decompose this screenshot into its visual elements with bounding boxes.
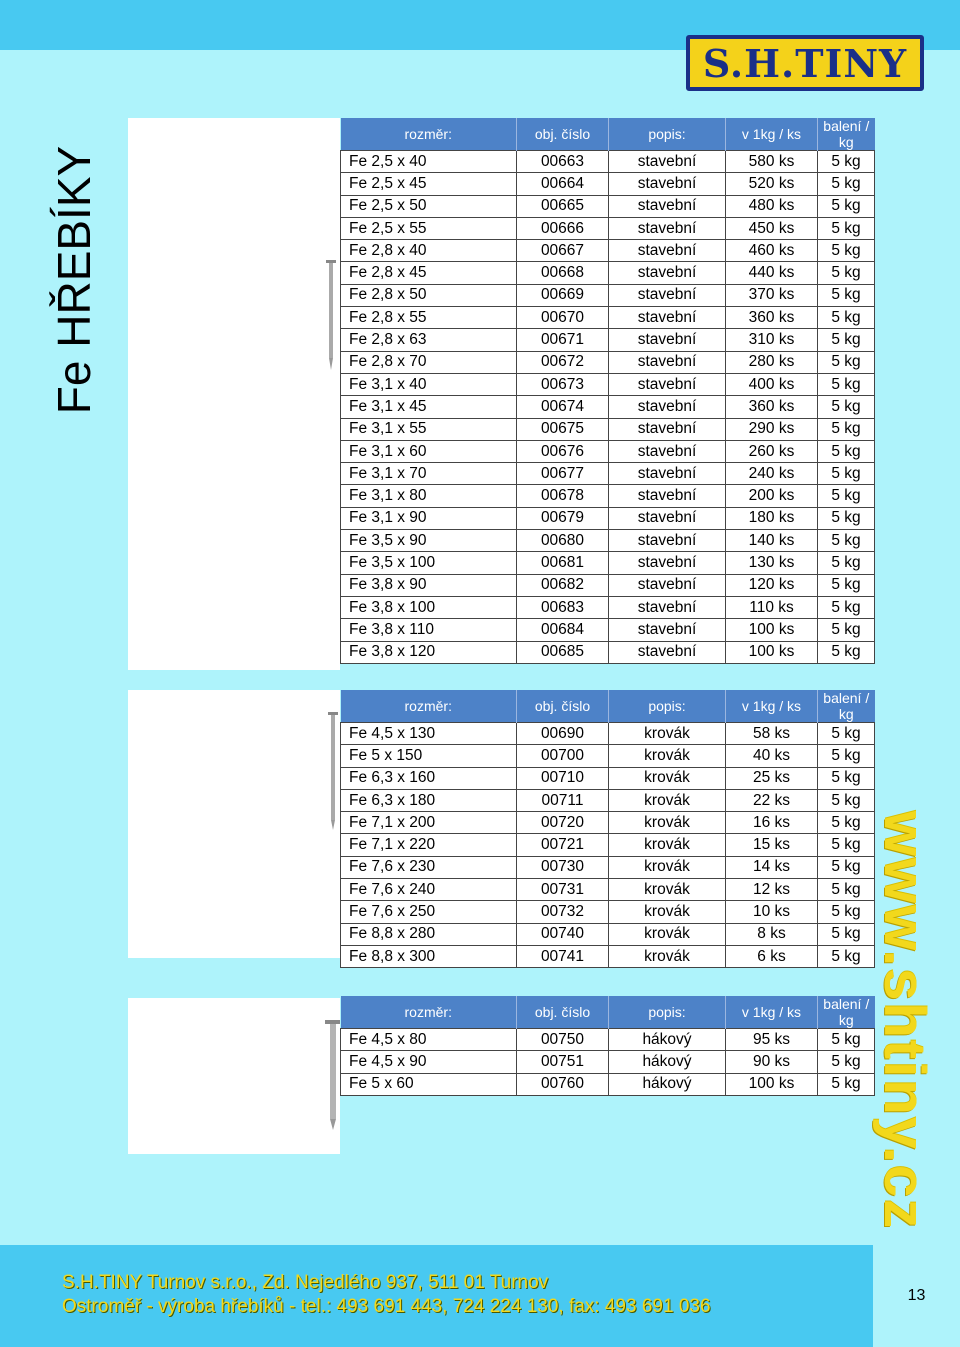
cell-description: stavební [609, 307, 726, 329]
col-header-pieces-per-kg: v 1kg / ks [726, 996, 818, 1029]
col-header-size: rozměr: [341, 690, 517, 723]
cell-order-number: 00680 [517, 530, 609, 552]
table-row [341, 284, 875, 306]
cell-pieces-per-kg: 100 ks [726, 619, 818, 641]
cell-order-number: 00664 [517, 173, 609, 195]
col-header-description: popis: [609, 690, 726, 723]
cell-description: stavební [609, 284, 726, 306]
cell-pieces-per-kg: 6 ks [726, 945, 818, 967]
cell-size: Fe 6,3 x 180 [341, 789, 517, 811]
col-header-size: rozměr: [341, 996, 517, 1029]
cell-size: Fe 4,5 x 80 [341, 1029, 517, 1051]
cell-order-number: 00676 [517, 440, 609, 462]
cell-pieces-per-kg: 480 ks [726, 195, 818, 217]
cell-size: Fe 7,6 x 230 [341, 856, 517, 878]
cell-package: 5 kg [818, 307, 875, 329]
cell-size: Fe 2,5 x 45 [341, 173, 517, 195]
nail-icon [128, 690, 340, 958]
table-row [341, 485, 875, 507]
cell-pieces-per-kg: 120 ks [726, 574, 818, 596]
cell-pieces-per-kg: 8 ks [726, 923, 818, 945]
table-row [341, 767, 875, 789]
cell-description: stavební [609, 151, 726, 173]
footer-address: S.H.TINY Turnov s.r.o., Zd. Nejedlého 937, 511 01 Turnov [62, 1272, 549, 1293]
cell-package: 5 kg [818, 284, 875, 306]
cell-pieces-per-kg: 360 ks [726, 396, 818, 418]
table-row [341, 923, 875, 945]
col-header-order-number: obj. číslo [517, 690, 609, 723]
cell-description: krovák [609, 834, 726, 856]
page-number: 13 [907, 1287, 926, 1304]
cell-order-number: 00684 [517, 619, 609, 641]
cell-package: 5 kg [818, 151, 875, 173]
cell-pieces-per-kg: 14 ks [726, 856, 818, 878]
cell-pieces-per-kg: 10 ks [726, 901, 818, 923]
cell-pieces-per-kg: 200 ks [726, 485, 818, 507]
cell-description: stavební [609, 463, 726, 485]
cell-package: 5 kg [818, 396, 875, 418]
cell-order-number: 00674 [517, 396, 609, 418]
cell-pieces-per-kg: 130 ks [726, 552, 818, 574]
cell-order-number: 00671 [517, 329, 609, 351]
cell-pieces-per-kg: 22 ks [726, 789, 818, 811]
cell-order-number: 00681 [517, 552, 609, 574]
cell-size: Fe 3,1 x 90 [341, 507, 517, 529]
cell-order-number: 00675 [517, 418, 609, 440]
cell-package: 5 kg [818, 173, 875, 195]
page-title-text: Fe HŘEBÍKY [48, 145, 101, 415]
table-header-row [341, 690, 875, 723]
cell-description: krovák [609, 812, 726, 834]
cell-order-number: 00682 [517, 574, 609, 596]
nail-icon [128, 118, 340, 670]
cell-package: 5 kg [818, 530, 875, 552]
cell-package: 5 kg [818, 923, 875, 945]
table-row [341, 619, 875, 641]
cell-description: krovák [609, 923, 726, 945]
cell-description: stavební [609, 530, 726, 552]
table-body [341, 151, 875, 664]
table-row [341, 396, 875, 418]
col-header-pieces-per-kg: v 1kg / ks [726, 118, 818, 151]
cell-description: stavební [609, 217, 726, 239]
cell-size: Fe 2,5 x 40 [341, 151, 517, 173]
table-row [341, 723, 875, 745]
cell-pieces-per-kg: 40 ks [726, 745, 818, 767]
cell-pieces-per-kg: 440 ks [726, 262, 818, 284]
cell-size: Fe 2,8 x 63 [341, 329, 517, 351]
table-row [341, 240, 875, 262]
table-row [341, 552, 875, 574]
cell-package: 5 kg [818, 195, 875, 217]
cell-description: krovák [609, 901, 726, 923]
table-row [341, 945, 875, 967]
cell-size: Fe 2,8 x 45 [341, 262, 517, 284]
cell-package: 5 kg [818, 463, 875, 485]
table-row [341, 173, 875, 195]
cell-size: Fe 3,1 x 70 [341, 463, 517, 485]
table-row [341, 1029, 875, 1051]
cell-package: 5 kg [818, 1051, 875, 1073]
cell-description: stavební [609, 440, 726, 462]
cell-order-number: 00751 [517, 1051, 609, 1073]
cell-pieces-per-kg: 180 ks [726, 507, 818, 529]
cell-description: stavební [609, 262, 726, 284]
footer [0, 1245, 873, 1347]
cell-size: Fe 8,8 x 300 [341, 945, 517, 967]
table-row [341, 745, 875, 767]
cell-package: 5 kg [818, 485, 875, 507]
cell-size: Fe 2,8 x 70 [341, 351, 517, 373]
table-row [341, 641, 875, 663]
cell-order-number: 00666 [517, 217, 609, 239]
cell-size: Fe 3,1 x 80 [341, 485, 517, 507]
cell-size: Fe 3,8 x 120 [341, 641, 517, 663]
cell-size: Fe 3,5 x 90 [341, 530, 517, 552]
table-row [341, 507, 875, 529]
cell-package: 5 kg [818, 1029, 875, 1051]
cell-order-number: 00677 [517, 463, 609, 485]
cell-order-number: 00731 [517, 879, 609, 901]
col-header-package: balení / kg [818, 690, 875, 723]
cell-order-number: 00750 [517, 1029, 609, 1051]
table-body [341, 1029, 875, 1096]
cell-size: Fe 3,1 x 45 [341, 396, 517, 418]
cell-order-number: 00665 [517, 195, 609, 217]
cell-description: krovák [609, 767, 726, 789]
page-number-box [873, 1245, 960, 1347]
cell-size: Fe 6,3 x 160 [341, 767, 517, 789]
table-row [341, 463, 875, 485]
col-header-package: balení / kg [818, 118, 875, 151]
cell-pieces-per-kg: 100 ks [726, 641, 818, 663]
cell-pieces-per-kg: 450 ks [726, 217, 818, 239]
cell-package: 5 kg [818, 834, 875, 856]
cell-description: krovák [609, 945, 726, 967]
cell-size: Fe 3,1 x 40 [341, 373, 517, 395]
cell-size: Fe 2,5 x 55 [341, 217, 517, 239]
table-body [341, 723, 875, 968]
cell-order-number: 00700 [517, 745, 609, 767]
cell-package: 5 kg [818, 440, 875, 462]
website-url-text: www.shtiny.cz [872, 810, 938, 1230]
cell-order-number: 00690 [517, 723, 609, 745]
cell-pieces-per-kg: 310 ks [726, 329, 818, 351]
table-row [341, 151, 875, 173]
cell-order-number: 00732 [517, 901, 609, 923]
cell-package: 5 kg [818, 240, 875, 262]
cell-description: stavební [609, 195, 726, 217]
cell-package: 5 kg [818, 745, 875, 767]
cell-order-number: 00685 [517, 641, 609, 663]
cell-description: stavební [609, 240, 726, 262]
cell-description: krovák [609, 723, 726, 745]
cell-pieces-per-kg: 580 ks [726, 151, 818, 173]
cell-description: hákový [609, 1073, 726, 1095]
table-row [341, 262, 875, 284]
table-row [341, 856, 875, 878]
cell-size: Fe 3,5 x 100 [341, 552, 517, 574]
table-row [341, 789, 875, 811]
cell-order-number: 00663 [517, 151, 609, 173]
table-row [341, 217, 875, 239]
cell-size: Fe 3,1 x 55 [341, 418, 517, 440]
cell-size: Fe 4,5 x 130 [341, 723, 517, 745]
cell-package: 5 kg [818, 373, 875, 395]
cell-pieces-per-kg: 400 ks [726, 373, 818, 395]
table-row [341, 329, 875, 351]
cell-pieces-per-kg: 370 ks [726, 284, 818, 306]
table-row [341, 418, 875, 440]
cell-package: 5 kg [818, 856, 875, 878]
col-header-size: rozměr: [341, 118, 517, 151]
cell-size: Fe 7,1 x 200 [341, 812, 517, 834]
cell-order-number: 00678 [517, 485, 609, 507]
cell-package: 5 kg [818, 879, 875, 901]
cell-order-number: 00740 [517, 923, 609, 945]
cell-package: 5 kg [818, 901, 875, 923]
cell-size: Fe 5 x 60 [341, 1073, 517, 1095]
cell-pieces-per-kg: 520 ks [726, 173, 818, 195]
cell-pieces-per-kg: 140 ks [726, 530, 818, 552]
cell-order-number: 00673 [517, 373, 609, 395]
cell-order-number: 00668 [517, 262, 609, 284]
table-row [341, 440, 875, 462]
cell-size: Fe 2,8 x 40 [341, 240, 517, 262]
cell-size: Fe 3,1 x 60 [341, 440, 517, 462]
cell-package: 5 kg [818, 217, 875, 239]
table-row [341, 351, 875, 373]
cell-order-number: 00670 [517, 307, 609, 329]
cell-size: Fe 2,8 x 55 [341, 307, 517, 329]
col-header-pieces-per-kg: v 1kg / ks [726, 690, 818, 723]
cell-description: stavební [609, 619, 726, 641]
col-header-order-number: obj. číslo [517, 118, 609, 151]
table-row [341, 373, 875, 395]
cell-package: 5 kg [818, 945, 875, 967]
cell-package: 5 kg [818, 262, 875, 284]
cell-order-number: 00669 [517, 284, 609, 306]
cell-pieces-per-kg: 15 ks [726, 834, 818, 856]
cell-description: stavební [609, 418, 726, 440]
table-row [341, 812, 875, 834]
product-image-rafter-nail [128, 690, 340, 958]
cell-description: hákový [609, 1051, 726, 1073]
website-url [870, 800, 940, 1240]
col-header-description: popis: [609, 996, 726, 1029]
nail-icon [128, 998, 340, 1154]
logo-text: S.H.TINY [702, 40, 908, 86]
cell-description: krovák [609, 879, 726, 901]
cell-size: Fe 2,5 x 50 [341, 195, 517, 217]
cell-description: stavební [609, 373, 726, 395]
cell-order-number: 00679 [517, 507, 609, 529]
table-row [341, 307, 875, 329]
cell-size: Fe 3,8 x 110 [341, 619, 517, 641]
cell-pieces-per-kg: 290 ks [726, 418, 818, 440]
cell-size: Fe 4,5 x 90 [341, 1051, 517, 1073]
cell-package: 5 kg [818, 574, 875, 596]
cell-size: Fe 3,8 x 100 [341, 596, 517, 618]
cell-pieces-per-kg: 90 ks [726, 1051, 818, 1073]
table-header-row [341, 118, 875, 151]
cell-order-number: 00721 [517, 834, 609, 856]
table-row [341, 1073, 875, 1095]
table-row [341, 879, 875, 901]
cell-pieces-per-kg: 280 ks [726, 351, 818, 373]
cell-order-number: 00760 [517, 1073, 609, 1095]
cell-pieces-per-kg: 100 ks [726, 1073, 818, 1095]
cell-pieces-per-kg: 25 ks [726, 767, 818, 789]
cell-pieces-per-kg: 110 ks [726, 596, 818, 618]
cell-size: Fe 2,8 x 50 [341, 284, 517, 306]
col-header-order-number: obj. číslo [517, 996, 609, 1029]
cell-package: 5 kg [818, 641, 875, 663]
cell-package: 5 kg [818, 418, 875, 440]
cell-order-number: 00720 [517, 812, 609, 834]
cell-pieces-per-kg: 360 ks [726, 307, 818, 329]
product-image-construction-nail [128, 118, 340, 670]
table-row [341, 530, 875, 552]
cell-description: krovák [609, 745, 726, 767]
table-row [341, 195, 875, 217]
cell-description: hákový [609, 1029, 726, 1051]
table-row [341, 596, 875, 618]
cell-size: Fe 7,6 x 250 [341, 901, 517, 923]
cell-description: stavební [609, 173, 726, 195]
cell-description: krovák [609, 856, 726, 878]
cell-description: stavební [609, 574, 726, 596]
cell-package: 5 kg [818, 351, 875, 373]
cell-order-number: 00711 [517, 789, 609, 811]
cell-package: 5 kg [818, 507, 875, 529]
cell-size: Fe 7,1 x 220 [341, 834, 517, 856]
cell-pieces-per-kg: 16 ks [726, 812, 818, 834]
cell-package: 5 kg [818, 812, 875, 834]
col-header-package: balení / kg [818, 996, 875, 1029]
cell-package: 5 kg [818, 723, 875, 745]
cell-description: stavební [609, 507, 726, 529]
cell-pieces-per-kg: 460 ks [726, 240, 818, 262]
cell-description: stavební [609, 596, 726, 618]
cell-order-number: 00683 [517, 596, 609, 618]
cell-pieces-per-kg: 58 ks [726, 723, 818, 745]
cell-size: Fe 7,6 x 240 [341, 879, 517, 901]
cell-size: Fe 5 x 150 [341, 745, 517, 767]
cell-pieces-per-kg: 95 ks [726, 1029, 818, 1051]
cell-package: 5 kg [818, 789, 875, 811]
cell-package: 5 kg [818, 329, 875, 351]
cell-order-number: 00710 [517, 767, 609, 789]
spec-table-hook [340, 996, 875, 1096]
table-row [341, 1051, 875, 1073]
cell-order-number: 00741 [517, 945, 609, 967]
cell-package: 5 kg [818, 596, 875, 618]
cell-package: 5 kg [818, 619, 875, 641]
page-title [44, 120, 104, 440]
cell-order-number: 00730 [517, 856, 609, 878]
cell-package: 5 kg [818, 552, 875, 574]
cell-order-number: 00672 [517, 351, 609, 373]
table-header-row [341, 996, 875, 1029]
table-row [341, 574, 875, 596]
spec-table-construction [340, 118, 875, 664]
table-row [341, 901, 875, 923]
cell-description: stavební [609, 552, 726, 574]
cell-description: krovák [609, 789, 726, 811]
product-image-hook-nail [128, 998, 340, 1154]
cell-pieces-per-kg: 260 ks [726, 440, 818, 462]
cell-description: stavební [609, 329, 726, 351]
cell-description: stavební [609, 396, 726, 418]
cell-order-number: 00667 [517, 240, 609, 262]
brand-logo [686, 35, 924, 91]
cell-description: stavební [609, 485, 726, 507]
cell-package: 5 kg [818, 767, 875, 789]
col-header-description: popis: [609, 118, 726, 151]
cell-size: Fe 3,8 x 90 [341, 574, 517, 596]
cell-pieces-per-kg: 12 ks [726, 879, 818, 901]
cell-size: Fe 8,8 x 280 [341, 923, 517, 945]
cell-description: stavební [609, 641, 726, 663]
footer-contact: Ostroměř - výroba hřebíků - tel.: 493 691 443, 724 224 130, fax: 493 691 036 [62, 1296, 711, 1317]
table-row [341, 834, 875, 856]
cell-package: 5 kg [818, 1073, 875, 1095]
spec-table-rafter [340, 690, 875, 968]
cell-description: stavební [609, 351, 726, 373]
cell-pieces-per-kg: 240 ks [726, 463, 818, 485]
